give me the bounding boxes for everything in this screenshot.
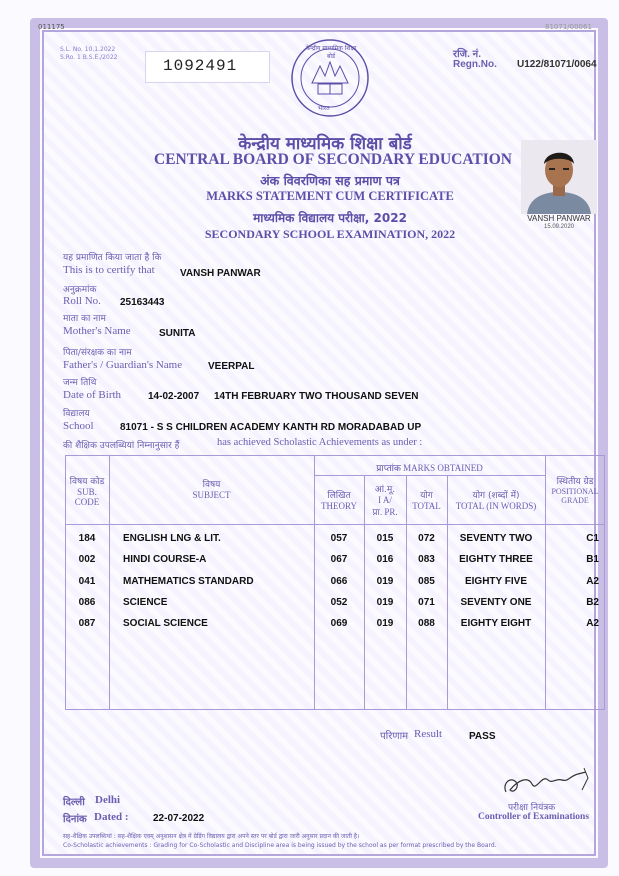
cell-code: 041 <box>78 576 96 587</box>
footer-note-hi: सह-शैक्षिक उपलब्धियां : सह-शैक्षिक एवम् अनुशासन क्षेत्र में ग्रेडिंग विद्यालय द्वारा अपने स्तर पर बोर्ड द्वारा जारी अनुसार प्रदान की जाती है। <box>63 833 360 840</box>
school-label-hi: विद्यालय <box>63 409 90 419</box>
achieved-en: has achieved Scholastic Achievements as under : <box>217 437 423 448</box>
footer-note-en: Co-Scholastic achievements : Grading for Co-Scholastic and Discipline area is being issued by the school as per format prescribed by the Board. <box>63 842 497 849</box>
place-en: Delhi <box>95 794 121 806</box>
student-portrait-icon <box>521 140 597 214</box>
dob-label-en: Date of Birth <box>63 389 122 401</box>
father-label-hi: पिता/संरक्षक का नाम <box>63 348 132 358</box>
serial-number: 1092491 <box>163 57 238 75</box>
top-right-code: 81071/00061 <box>545 23 592 31</box>
cell-words: SEVENTY TWO <box>459 533 533 544</box>
dob-value: 14-02-2007 <box>148 391 200 402</box>
table-row <box>65 554 605 575</box>
cell-total: 085 <box>418 576 435 587</box>
place-hi: दिल्ली <box>63 797 85 808</box>
regn-label-en: Regn.No. <box>453 59 497 70</box>
cell-total: 071 <box>418 597 435 608</box>
header-code-en: SUB. CODE <box>74 487 100 507</box>
dated-hi: दिनांक <box>63 814 87 825</box>
logo-text-hi: केन्द्रीय माध्यमिक शिक्षा बोर्ड <box>305 45 357 60</box>
photo-caption-date: 15.09.2020 <box>543 224 575 230</box>
header-subject-en: SUBJECT <box>192 490 231 500</box>
cell-code: 002 <box>78 554 96 565</box>
issue-date: 22-07-2022 <box>153 813 205 824</box>
header-sub-code <box>65 474 109 507</box>
cell-subject: SCIENCE <box>123 597 168 608</box>
father-name: VEERPAL <box>208 361 255 372</box>
result-label-hi: परिणाम <box>380 731 409 742</box>
cell-code: 086 <box>78 597 96 608</box>
result-value: PASS <box>469 731 496 742</box>
father-label-en: Father's / Guardian's Name <box>63 359 183 371</box>
header-grade-en: POSITIONAL GRADE <box>551 487 599 505</box>
header-total-en: TOTAL <box>412 501 441 511</box>
cell-code: 184 <box>78 533 96 544</box>
roll-number: 25163443 <box>120 297 165 308</box>
table-row <box>65 597 605 618</box>
cell-subject: ENGLISH LNG & LIT. <box>123 533 221 544</box>
cell-grade: B1 <box>586 554 599 565</box>
cell-subject: MATHEMATICS STANDARD <box>123 576 254 587</box>
header-total-words <box>447 488 545 511</box>
cell-grade: C1 <box>586 533 599 544</box>
cell-ia: 019 <box>376 576 394 587</box>
cell-code: 087 <box>78 618 96 629</box>
top-left-code: 011175 <box>38 23 65 31</box>
header-total <box>406 488 447 511</box>
cell-words: SEVENTY ONE <box>460 597 532 608</box>
header-marks-obtained <box>314 461 545 474</box>
header-ia-en2: प्रा. PR. <box>372 507 398 517</box>
header-ia-en1: I A/ <box>378 495 392 505</box>
signature-icon <box>498 766 594 802</box>
cell-ia: 016 <box>376 554 394 565</box>
top-left-small-2: S.Ro. 1 B.S.E./2022 <box>60 54 118 61</box>
header-words-hi: योग (शब्दों में) <box>472 491 520 501</box>
header-marks-en: MARKS OBTAINED <box>403 463 483 473</box>
roll-label-hi: अनुक्रमांक <box>63 285 97 295</box>
table-row <box>65 576 605 597</box>
marks-header-divider <box>65 524 605 525</box>
cell-theory: 067 <box>330 554 348 565</box>
cell-theory: 069 <box>330 618 348 629</box>
regn-label-hi: रजि. नं. <box>453 49 481 60</box>
certify-en: This is to certify that <box>63 264 155 276</box>
header-subject <box>109 477 314 500</box>
result-label-en: Result <box>414 728 443 740</box>
controller-hi: परीक्षा नियंत्रक <box>508 803 556 813</box>
header-theory-en: THEORY <box>321 501 357 511</box>
cell-total: 083 <box>418 554 435 565</box>
cell-words: EIGHTY EIGHT <box>460 618 532 629</box>
board-name-hi: केन्द्रीय माध्यमिक शिक्षा बोर्ड <box>238 134 412 154</box>
header-words-en: TOTAL (IN WORDS) <box>455 501 537 511</box>
cell-grade: B2 <box>586 597 599 608</box>
cell-ia: 019 <box>376 597 394 608</box>
achieved-hi: की शैक्षिक उपलब्धियां निम्नानुसार हैं <box>63 441 180 451</box>
dob-words: 14TH FEBRUARY TWO THOUSAND SEVEN <box>214 391 419 402</box>
board-name-en: CENTRAL BOARD OF SECONDARY EDUCATION <box>154 151 512 168</box>
exam-hi: माध्यमिक विद्यालय परीक्षा, 2022 <box>253 211 407 225</box>
controller-signature <box>498 766 594 802</box>
cell-subject: SOCIAL SCIENCE <box>123 618 208 629</box>
dob-label-hi: जन्म तिथि <box>63 378 97 388</box>
cell-ia: 015 <box>376 533 394 544</box>
regn-number: U122/81071/0064 <box>517 59 597 70</box>
cert-title-en: MARKS STATEMENT CUM CERTIFICATE <box>206 189 454 203</box>
header-total-hi: योग <box>420 491 433 501</box>
certify-hi: यह प्रमाणित किया जाता है कि <box>63 253 162 263</box>
table-row <box>65 533 605 554</box>
top-left-small-1: S.L. No. 10.1.2022 <box>60 46 116 53</box>
student-name: VANSH PANWAR <box>180 268 261 279</box>
photo-caption-name: VANSH PANWAR <box>527 214 591 223</box>
header-marks-hi: प्राप्तांक <box>376 464 401 474</box>
header-theory <box>314 488 364 511</box>
roll-label-en: Roll No. <box>63 295 101 307</box>
header-code-hi: विषय कोड <box>69 477 105 487</box>
marks-obtained-divider <box>314 475 545 476</box>
cell-subject: HINDI COURSE-A <box>123 554 207 565</box>
mother-label-hi: माता का नाम <box>63 314 106 324</box>
cell-grade: A2 <box>586 618 599 629</box>
header-ia-hi: आं.मू. <box>374 485 396 495</box>
cell-words: EIGHTY FIVE <box>464 576 528 587</box>
header-subject-hi: विषय <box>202 480 221 490</box>
mother-label-en: Mother's Name <box>63 325 131 337</box>
cell-theory: 066 <box>330 576 348 587</box>
cell-theory: 057 <box>330 533 348 544</box>
header-grade <box>545 474 605 505</box>
cell-grade: A2 <box>586 576 599 587</box>
cell-theory: 052 <box>330 597 348 608</box>
header-ia <box>364 482 406 518</box>
table-row <box>65 618 605 639</box>
cell-ia: 019 <box>376 618 394 629</box>
cell-total: 072 <box>418 533 435 544</box>
exam-en: SECONDARY SCHOOL EXAMINATION, 2022 <box>204 227 456 241</box>
school-label-en: School <box>63 420 94 432</box>
controller-en: Controller of Examinations <box>478 812 590 822</box>
student-photo <box>521 140 597 214</box>
dated-en: Dated : <box>94 811 129 823</box>
cert-title-hi: अंक विवरणिका सह प्रमाण पत्र <box>260 173 400 188</box>
cell-total: 088 <box>418 618 435 629</box>
school-name: 81071 - S S CHILDREN ACADEMY KANTH RD MORADABAD UP <box>120 422 422 433</box>
logo-text-bottom: भारत <box>318 105 330 112</box>
mother-name: SUNITA <box>159 328 196 339</box>
cell-words: EIGHTY THREE <box>459 554 533 565</box>
header-grade-hi: स्थितीय ग्रेड <box>556 477 594 487</box>
header-theory-hi: लिखित <box>327 491 351 501</box>
